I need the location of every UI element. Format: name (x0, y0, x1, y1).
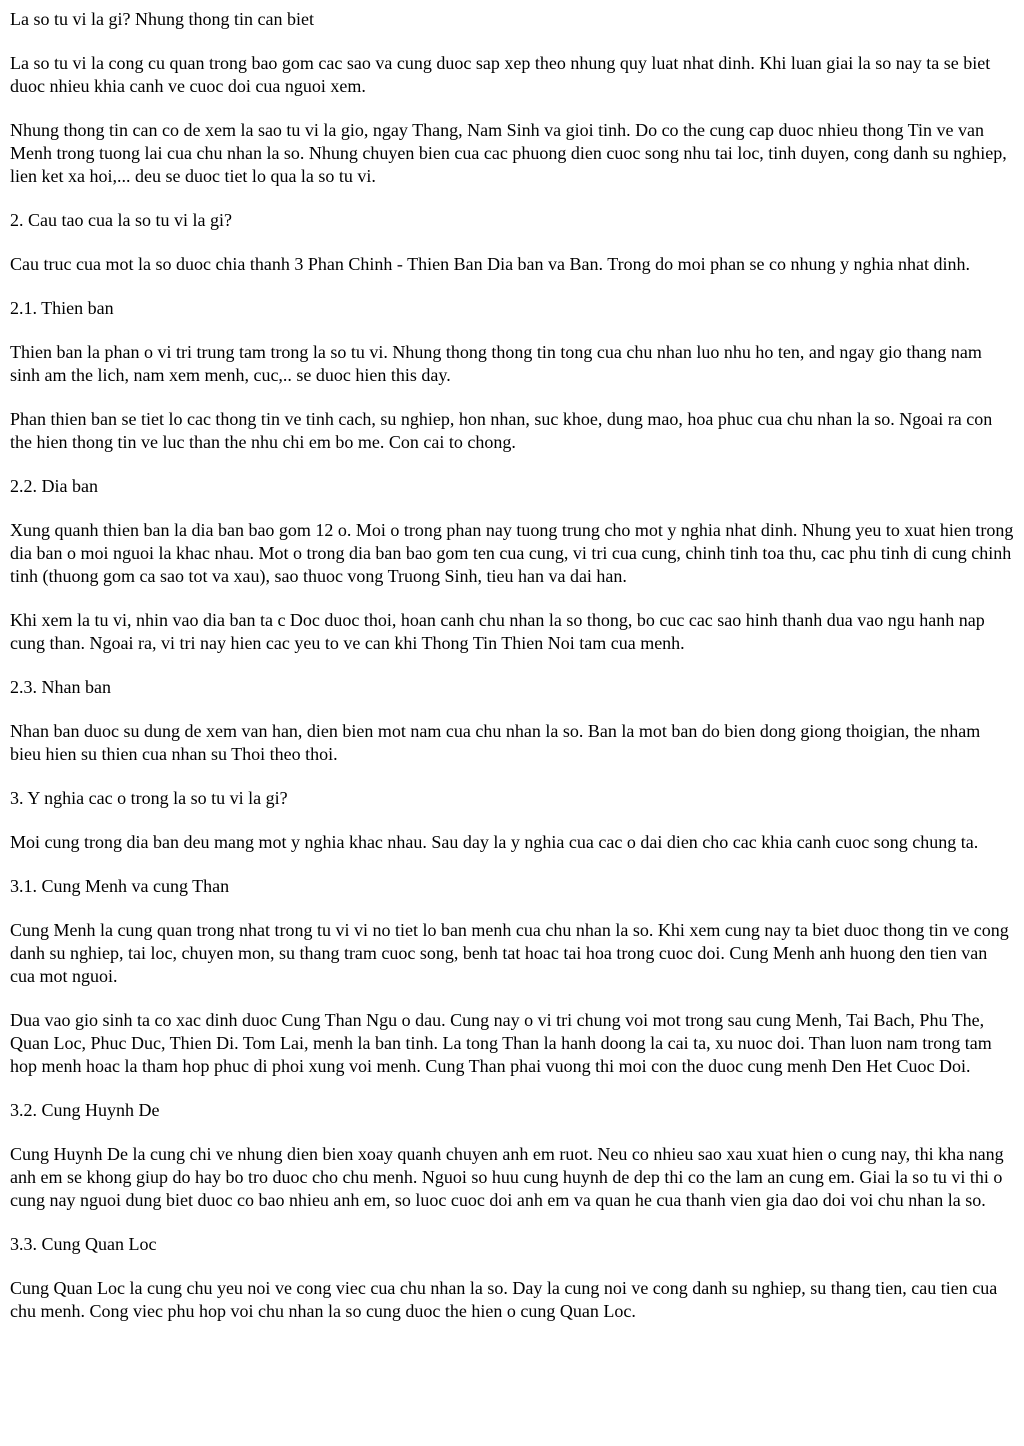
paragraph: Xung quanh thien ban la dia ban bao gom 12 o. Moi o trong phan nay tuong trung cho mot y nghia nhat dinh. Nhung yeu to xuat hien trong dia ban o moi nguoi la khac nhau. Mot o trong dia ban bao gom ten cua cung, vi tri cua cung, chinh tinh toa thu, cac phu tinh di cung chinh tinh (thuong gom ca sao tot va xau), sao thuoc vong Truong Sinh, tieu han va dai han. (10, 520, 1014, 586)
subsection-heading: 3.3. Cung Quan Loc (10, 1234, 157, 1254)
subsection-heading: 3.2. Cung Huynh De (10, 1100, 160, 1120)
section-heading: 3. Y nghia cac o trong la so tu vi la gi? (10, 788, 288, 808)
paragraph: Cung Quan Loc la cung chu yeu noi ve cong viec cua chu nhan la so. Day la cung noi ve cong danh su nghiep, su thang tien, cau tien cua chu menh. Cong viec phu hop voi chu nhan la so cung duoc the hien o cung Quan Loc. (10, 1278, 998, 1321)
document-title: La so tu vi la gi? Nhung thong tin can biet (10, 9, 314, 29)
paragraph: Nhan ban duoc su dung de xem van han, dien bien mot nam cua chu nhan la so. Ban la mot ban do bien dong giong thoigian, the nham bieu hien su thien cua nhan su Thoi theo thoi. (10, 721, 981, 764)
section-heading: 2. Cau tao cua la so tu vi la gi? (10, 210, 232, 230)
paragraph: Moi cung trong dia ban deu mang mot y nghia khac nhau. Sau day la y nghia cua cac o dai dien cho cac khia canh cuoc song chung ta. (10, 832, 979, 852)
paragraph: Nhung thong tin can co de xem la sao tu vi la gio, ngay Thang, Nam Sinh va gioi tinh. Do co the cung cap duoc nhieu thong Tin ve van Menh trong tuong lai cua chu nhan la so. Nhung chuyen bien cua cac phuong dien cuoc song nhu tai loc, tinh duyen, cong danh su nghiep, lien ket xa hoi,... deu se duoc tiet lo qua la so tu vi. (10, 120, 1007, 186)
paragraph: Dua vao gio sinh ta co xac dinh duoc Cung Than Ngu o dau. Cung nay o vi tri chung voi mot trong sau cung Menh, Tai Bach, Phu The, Quan Loc, Phuc Duc, Thien Di. Tom Lai, menh la ban tinh. La tong Than la hanh doong la cai ta, xu nuoc doi. Than luon nam trong tam hop menh hoac la tham hop phuc di phoi xung voi menh. Cung Than phai vuong thi moi con the duoc cung menh Den Het Cuoc Doi. (10, 1010, 992, 1076)
paragraph: Cung Huynh De la cung chi ve nhung dien bien xoay quanh chuyen anh em ruot. Neu co nhieu sao xau xuat hien o cung nay, thi kha nang anh em se khong giup do hay bo tro duoc cho chu menh. Nguoi so huu cung huynh de dep thi co the lam an cung em. Giai la so tu vi thi o cung nay nguoi dung biet duoc co bao nhieu anh em, so luoc cuoc doi anh em va quan he cua thanh vien gia dao doi voi chu nhan la so. (10, 1144, 1004, 1210)
paragraph: Khi xem la tu vi, nhin vao dia ban ta c Doc duoc thoi, hoan canh chu nhan la so thong, bo cuc cac sao hinh thanh dua vao ngu hanh nap cung than. Ngoai ra, vi tri nay hien cac yeu to ve can khi Thong Tin Thien Noi tam cua menh. (10, 610, 985, 653)
paragraph: Thien ban la phan o vi tri trung tam trong la so tu vi. Nhung thong thong tin tong cua chu nhan luo nhu ho ten, and ngay gio thang nam sinh am the lich, nam xem menh, cuc,.. se duoc hien this day. (10, 342, 982, 385)
subsection-heading: 2.3. Nhan ban (10, 677, 111, 697)
subsection-heading: 2.2. Dia ban (10, 476, 98, 496)
paragraph: Cung Menh la cung quan trong nhat trong tu vi vi no tiet lo ban menh cua chu nhan la so. Khi xem cung nay ta biet duoc thong tin ve cong danh su nghiep, tai loc, chuyen mon, su thang tram cuoc song, benh tat hoac tai hoa trong cuoc doi. Cung Menh anh huong den tien van cua mot nguoi. (10, 920, 1009, 986)
paragraph: Phan thien ban se tiet lo cac thong tin ve tinh cach, su nghiep, hon nhan, suc khoe, dung mao, hoa phuc cua chu nhan la so. Ngoai ra con the hien thong tin ve luc than the nhu chi em bo me. Con cai to chong. (10, 409, 993, 452)
paragraph: La so tu vi la cong cu quan trong bao gom cac sao va cung duoc sap xep theo nhung quy luat nhat dinh. Khi luan giai la so nay ta se biet duoc nhieu khia canh ve cuoc doi cua nguoi xem. (10, 53, 991, 96)
subsection-heading: 2.1. Thien ban (10, 298, 114, 318)
paragraph: Cau truc cua mot la so duoc chia thanh 3 Phan Chinh - Thien Ban Dia ban va Ban. Trong do moi phan se co nhung y nghia nhat dinh. (10, 254, 971, 274)
subsection-heading: 3.1. Cung Menh va cung Than (10, 876, 230, 896)
